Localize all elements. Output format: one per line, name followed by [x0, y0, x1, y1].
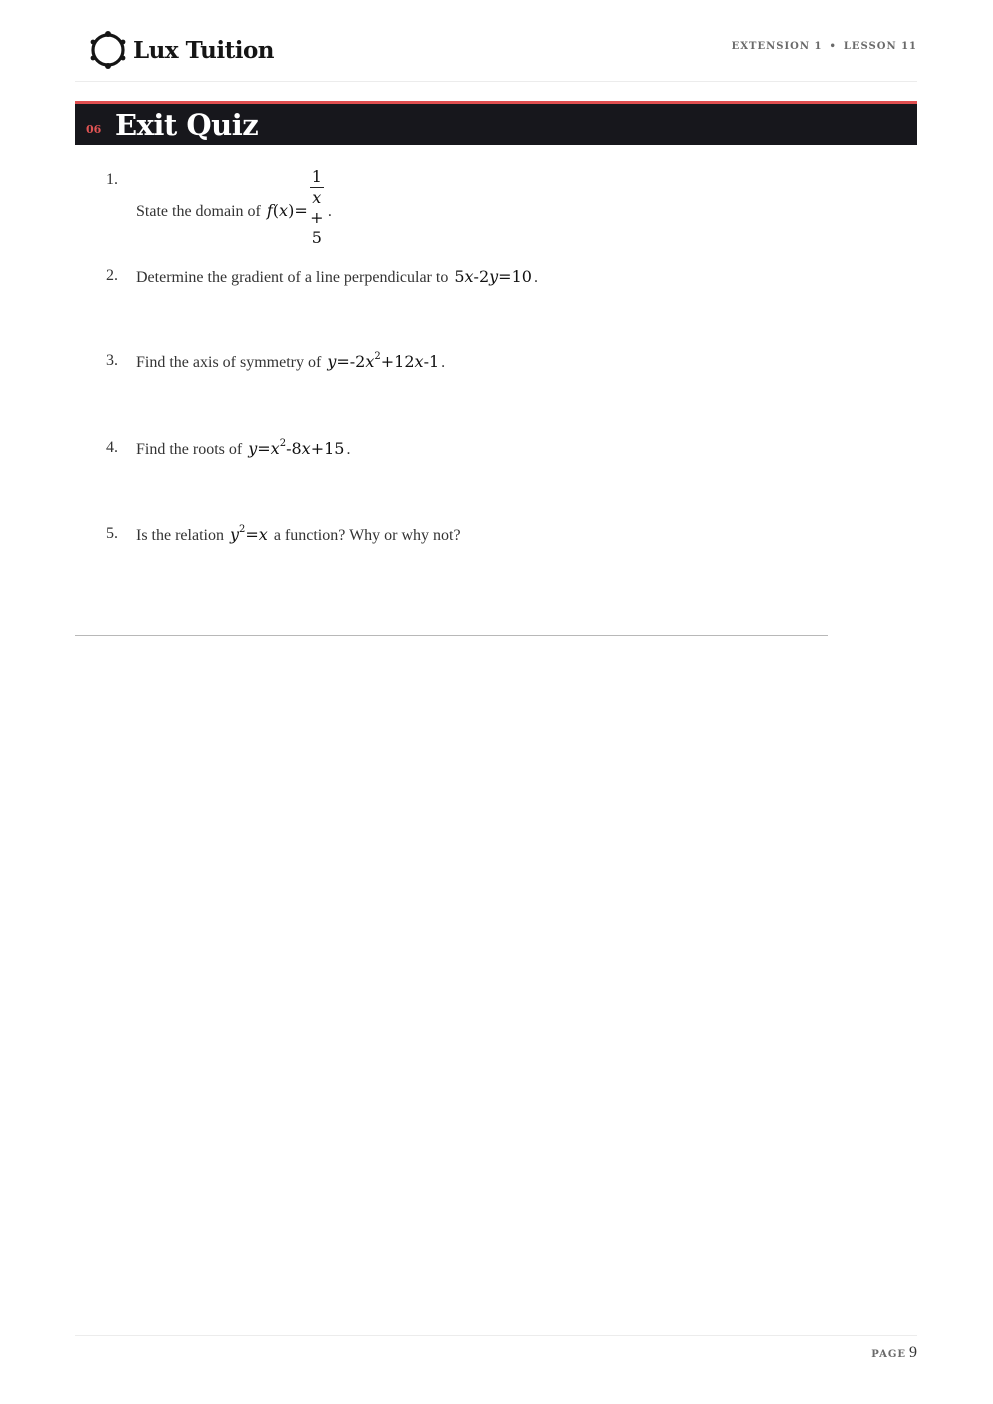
- section-divider: [75, 635, 828, 636]
- question-suffix: .: [441, 354, 446, 371]
- page-header: [75, 0, 917, 82]
- question-number: 4.: [106, 439, 118, 456]
- footer-rule: [75, 1335, 917, 1336]
- question-suffix: a function? Why or why not?: [273, 527, 461, 544]
- question-text: [136, 352, 445, 372]
- lesson-label: LESSON 11: [843, 41, 917, 52]
- lesson-breadcrumb: [732, 41, 917, 52]
- math-expression: $y=-2x^2+12x-1$: [327, 350, 440, 371]
- question-text: [136, 439, 350, 459]
- section-number: 06: [86, 123, 102, 136]
- question-prompt: Find the axis of symmetry of: [136, 354, 322, 371]
- question-text: [136, 167, 332, 252]
- math-expression: f(x)= 1 x + 5: [266, 167, 324, 247]
- question-prompt: Determine the gradient of a line perpendicular to: [136, 269, 449, 286]
- brand-logo: [89, 28, 274, 72]
- question-number: 1.: [106, 171, 118, 188]
- question-number: 3.: [106, 352, 118, 369]
- question-prompt: Is the relation: [136, 527, 224, 544]
- page-number-value: 9: [909, 1344, 917, 1361]
- course-label: EXTENSION 1: [731, 41, 823, 52]
- question-suffix: .: [327, 203, 332, 220]
- question-prompt: State the domain of: [136, 203, 261, 220]
- brand-name: Lux Tuition: [133, 36, 275, 64]
- question-text: [136, 267, 538, 287]
- fraction: 1 x + 5: [310, 167, 324, 247]
- math-expression: $y=x^2-8x+15$: [248, 437, 345, 458]
- section-title: Exit Quiz: [115, 108, 259, 142]
- question-text: [136, 525, 461, 545]
- section-heading-bar: [75, 101, 917, 145]
- compass-ring-icon: [89, 29, 127, 71]
- question-number: 5.: [106, 525, 118, 542]
- question-suffix: .: [346, 441, 351, 458]
- question-prompt: Find the roots of: [136, 441, 243, 458]
- question-number: 2.: [106, 267, 118, 284]
- page-label: PAGE: [871, 1349, 906, 1360]
- question-suffix: .: [533, 269, 538, 286]
- page-number: [871, 1344, 917, 1362]
- math-expression: 5x-2y=10: [454, 267, 532, 286]
- math-expression: $y^2=x$: [229, 523, 268, 544]
- breadcrumb-separator: •: [829, 41, 837, 52]
